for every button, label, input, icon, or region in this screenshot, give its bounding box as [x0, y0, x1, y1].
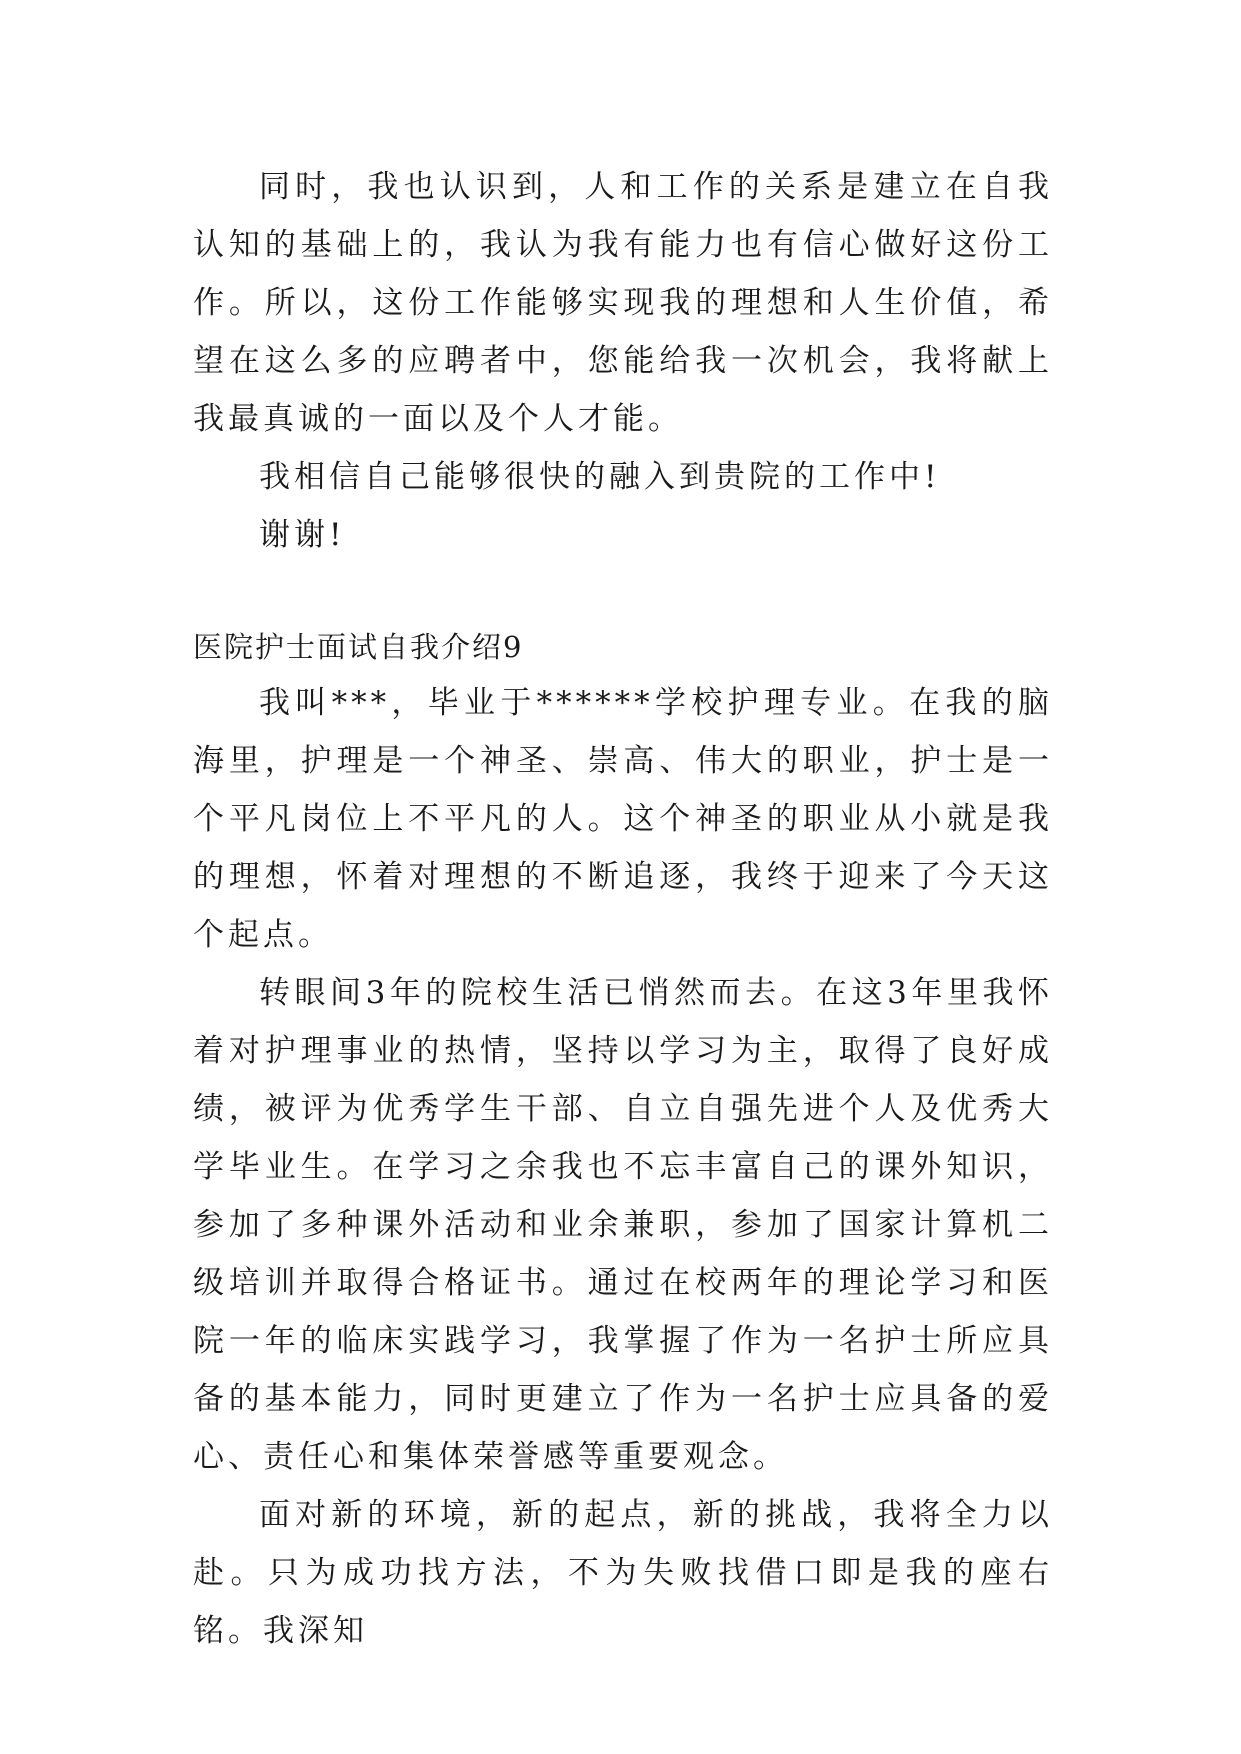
- paragraph: 谢谢!: [259, 517, 346, 553]
- paragraph: 面对新的环境，新的起点，新的挑战，我将全力以赴。只为成功找方法，不为失败找借口即是我的座右铭。我深知: [193, 1497, 1053, 1649]
- paragraph: 我相信自己能够很快的融入到贵院的工作中!: [259, 459, 941, 495]
- document-body: [193, 158, 1053, 1660]
- paragraph: 转眼间3年的院校生活已悄然而去。在这3年里我怀着对护理事业的热情，坚持以学习为主，取得了良好成绩，被评为优秀学生干部、自立自强先进个人及优秀大学毕业生。在学习之余我也不忘丰富自己的课外知识，参加了多种课外活动和业余兼职，参加了国家计算机二级培训并取得合格证书。通过在校两年的理论学习和医院一年的临床实践学习，我掌握了作为一名护士所应具备的基本能力，同时更建立了作为一名护士应具备的爱心、责任心和集体荣誉感等重要观念。: [193, 975, 1053, 1475]
- paragraph: 我叫***，毕业于******学校护理专业。在我的脑海里，护理是一个神圣、崇高、伟大的职业，护士是一个平凡岗位上不平凡的人。这个神圣的职业从小就是我的理想，怀着对理想的不断追逐，我终于迎来了今天这个起点。: [193, 685, 1053, 953]
- section-title: 医院护士面试自我介绍9: [193, 630, 524, 664]
- section-spacer: [193, 564, 1053, 620]
- paragraph: 同时，我也认识到，人和工作的关系是建立在自我认知的基础上的，我认为我有能力也有信心做好这份工作。所以，这份工作能够实现我的理想和人生价值，希望在这么多的应聘者中，您能给我一次机会，我将献上我最真诚的一面以及个人才能。: [193, 169, 1053, 437]
